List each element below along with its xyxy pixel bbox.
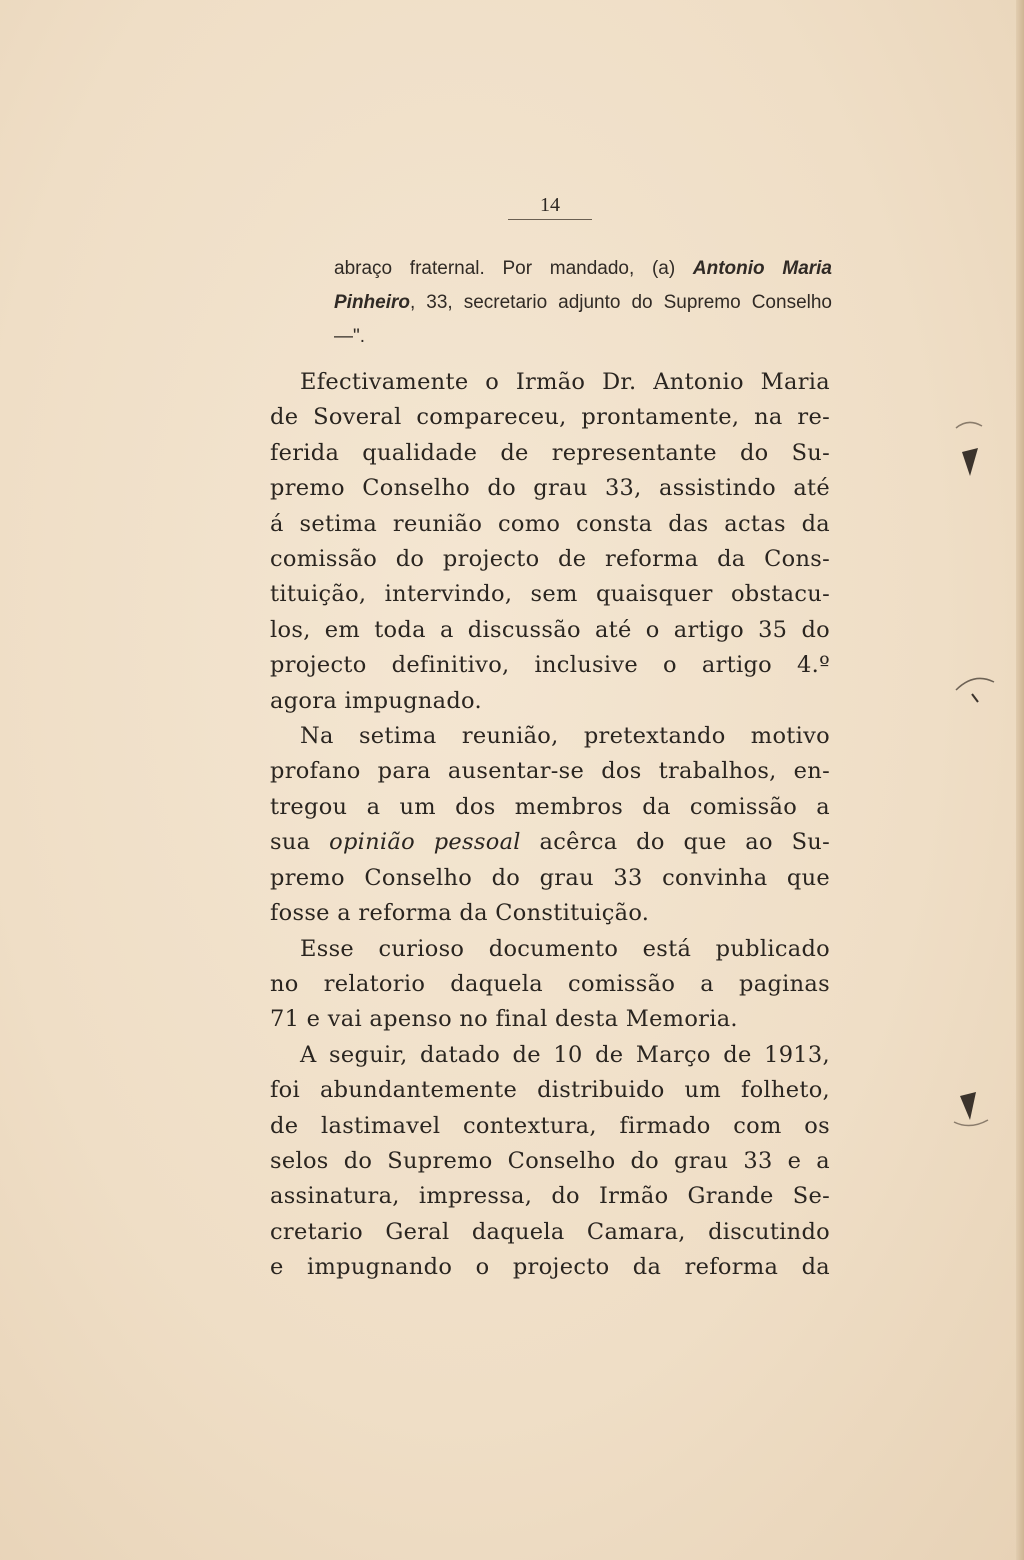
text-line: projecto definitivo, inclusive o artigo 4.º bbox=[270, 652, 830, 679]
text-line-with-emphasis bbox=[270, 825, 830, 860]
page-number: 14 bbox=[540, 194, 560, 216]
text-line: los, em toda a discussão até o artigo 35 do bbox=[270, 616, 830, 643]
text-line: tituição, intervindo, sem quaisquer obstacu- bbox=[270, 581, 830, 608]
show-through-mark-icon bbox=[948, 1080, 992, 1134]
page-number-block bbox=[508, 194, 592, 220]
show-through-mark-icon bbox=[950, 668, 1000, 712]
page-edge bbox=[1016, 0, 1024, 1560]
quote-text-start: abraço fraternal. Por mandado, (a) bbox=[334, 258, 693, 279]
text-segment: acêrca do que ao Su- bbox=[520, 829, 830, 856]
paragraph-1 bbox=[270, 365, 830, 719]
text-line: fosse a reforma da Constituição. bbox=[270, 900, 650, 927]
text-line: de lastimavel contextura, firmado com os bbox=[270, 1112, 830, 1139]
text-line: Esse curioso documento está publicado bbox=[300, 935, 830, 962]
text-line: premo Conselho do grau 33 convinha que bbox=[270, 864, 830, 891]
quoted-closing bbox=[334, 252, 832, 354]
text-line: de Soveral compareceu, prontamente, na re- bbox=[270, 404, 830, 431]
text-line: no relatorio daquela comissão a paginas bbox=[270, 970, 830, 997]
text-line: 71 e vai apenso no final desta Memoria. bbox=[270, 1006, 738, 1033]
text-line: assinatura, impressa, do Irmão Grande Se- bbox=[270, 1183, 830, 1210]
paragraph-3 bbox=[270, 932, 830, 1038]
text-line: e impugnando o projecto da reforma da bbox=[270, 1254, 830, 1281]
text-line: Na setima reunião, pretextando motivo bbox=[300, 723, 830, 750]
quote-text-end: , 33, secretario adjunto do Supremo Conselho —". bbox=[334, 292, 832, 347]
page-number-rule bbox=[508, 219, 592, 220]
text-line: selos do Supremo Conselho do grau 33 e a bbox=[270, 1147, 830, 1174]
text-segment: sua bbox=[270, 829, 330, 856]
text-line: tregou a um dos membros da comissão a bbox=[270, 793, 830, 820]
paragraph-4 bbox=[270, 1038, 830, 1286]
text-line: profano para ausentar-se dos trabalhos, en- bbox=[270, 758, 830, 785]
text-line: comissão do projecto de reforma da Cons- bbox=[270, 546, 830, 573]
text-line: foi abundantemente distribuido um folheto, bbox=[270, 1077, 830, 1104]
text-line: A seguir, datado de 10 de Março de 1913, bbox=[300, 1041, 830, 1068]
text-line: á setima reunião como consta das actas da bbox=[270, 510, 830, 537]
text-line: cretario Geral daquela Camara, discutindo bbox=[270, 1218, 830, 1245]
emphasis-opiniao-pessoal: opinião pessoal bbox=[329, 829, 521, 856]
quote-signatory: Antonio Maria Pinheiro bbox=[334, 258, 832, 313]
text-line: agora impugnado. bbox=[270, 687, 482, 714]
body-text bbox=[270, 365, 830, 1286]
show-through-mark-icon bbox=[948, 412, 992, 492]
text-line: premo Conselho do grau 33, assistindo até bbox=[270, 475, 830, 502]
text-line: ferida qualidade de representante do Su- bbox=[270, 439, 830, 466]
paragraph-2 bbox=[270, 719, 830, 931]
text-line: Efectivamente o Irmão Dr. Antonio Maria bbox=[300, 369, 830, 395]
